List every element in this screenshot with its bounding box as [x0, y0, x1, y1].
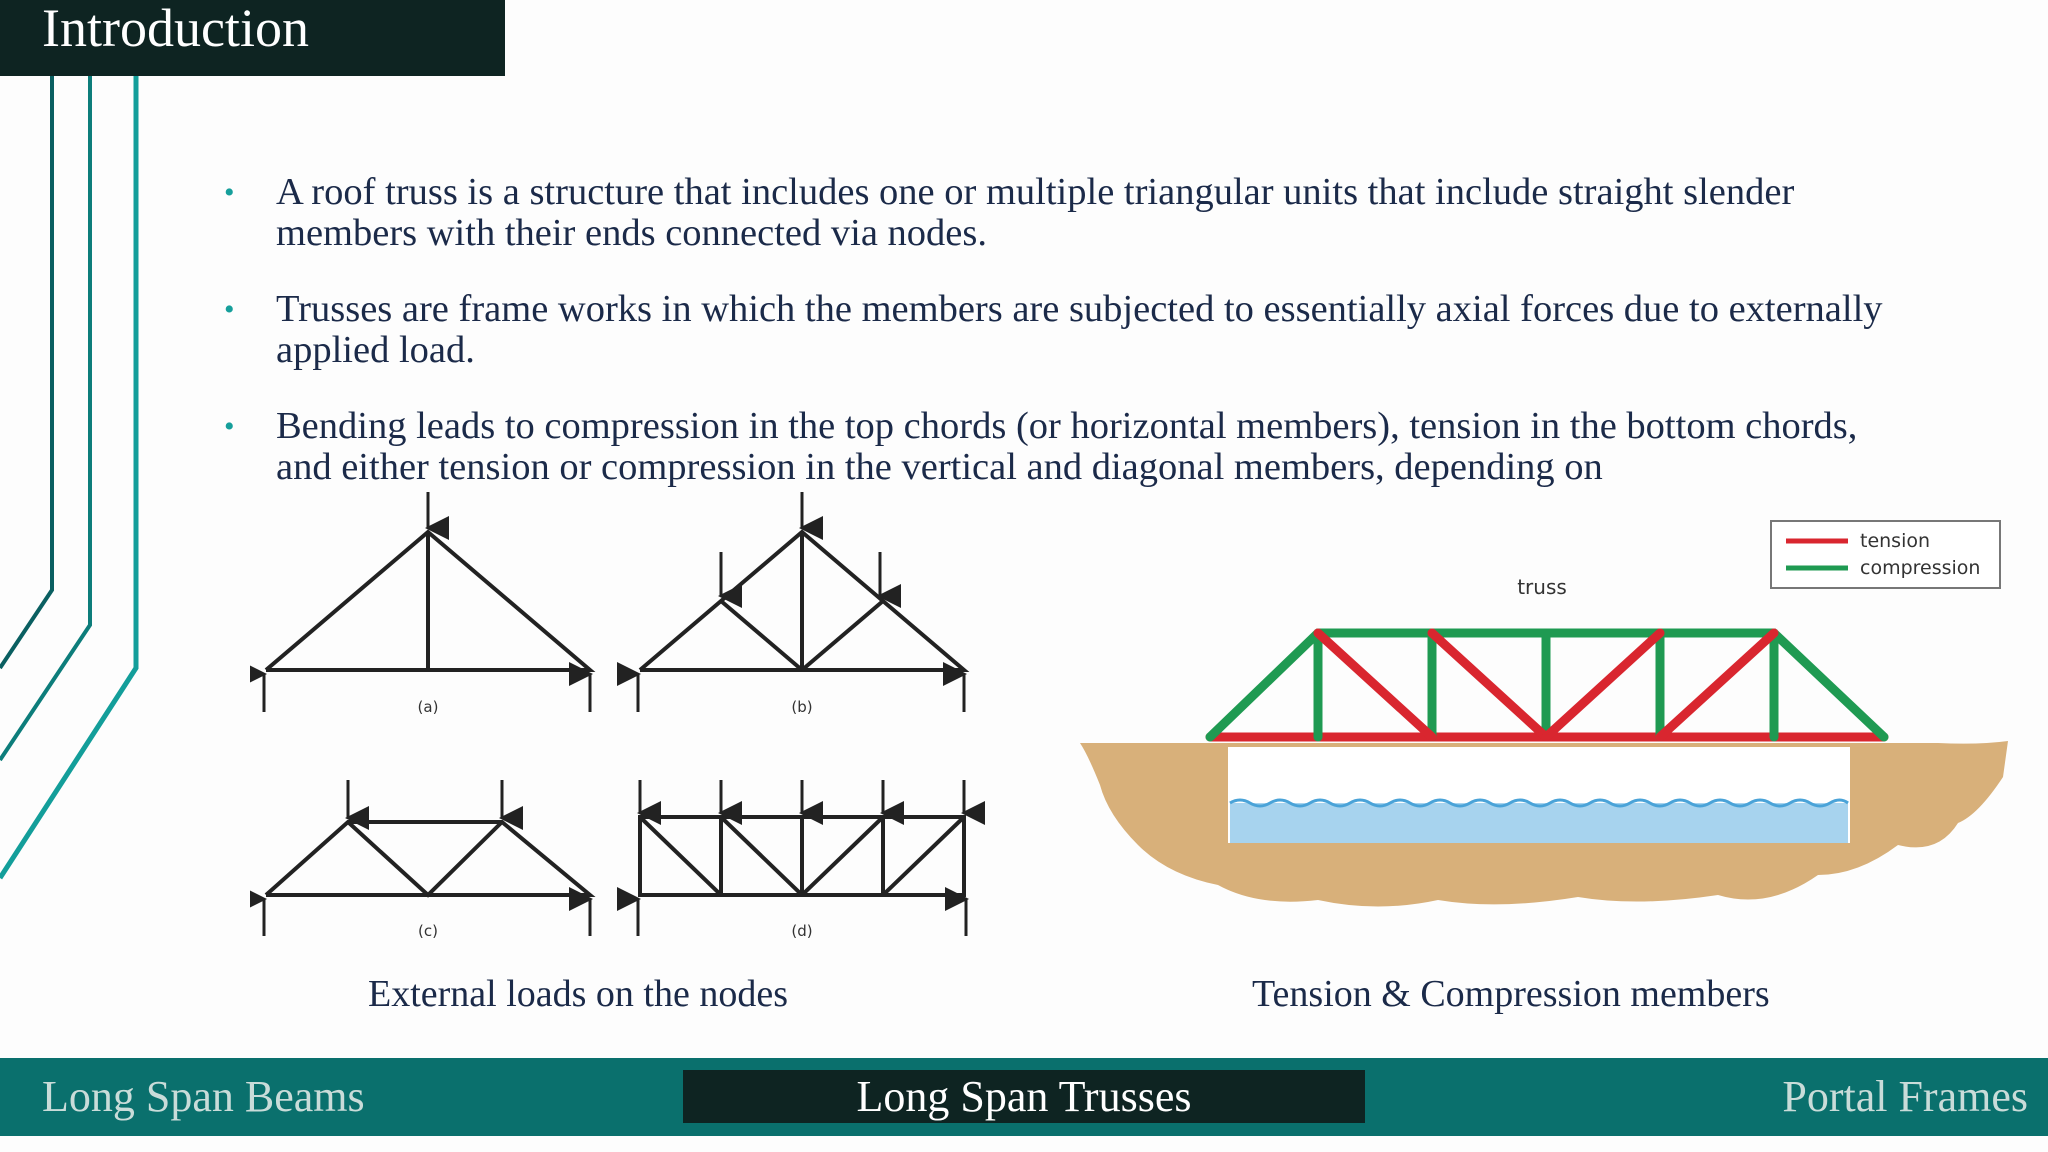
legend-compression: compression	[1860, 557, 1981, 579]
bullet-marker: •	[224, 293, 235, 326]
label-b: (b)	[791, 698, 813, 716]
truss-d	[638, 780, 966, 936]
decorative-lines	[0, 0, 160, 900]
footer-nav	[0, 1058, 2048, 1136]
legend-tension: tension	[1860, 530, 1931, 552]
legend	[1771, 521, 2000, 588]
truss-load-diagrams	[250, 490, 990, 950]
slide-title: Introduction	[0, 0, 505, 76]
water	[1230, 803, 1848, 843]
label-c: (c)	[418, 922, 438, 940]
nav-portal-frames[interactable]: Portal Frames	[1782, 1072, 2028, 1121]
truss-c	[264, 780, 590, 936]
bullet-item	[222, 406, 1922, 487]
bullet-text: A roof truss is a structure that includes one or multiple triangular units that include straight slender members with their ends connected via nodes.	[276, 172, 1795, 254]
bullet-item	[222, 172, 1922, 254]
bullet-text: Trusses are frame works in which the members are subjected to essentially axial forces due to externally applied load.	[276, 288, 1883, 371]
truss-a	[264, 492, 590, 712]
caption-right: Tension & Compression members	[1252, 973, 1770, 1015]
nav-long-span-trusses[interactable]: Long Span Trusses	[683, 1070, 1365, 1123]
truss-b	[638, 492, 964, 712]
label-d: (d)	[791, 922, 813, 940]
bullet-item	[222, 289, 1922, 371]
label-a: (a)	[417, 698, 439, 716]
bottom-strip	[0, 1136, 2048, 1152]
bullet-marker: •	[224, 176, 235, 209]
nav-long-span-beams[interactable]: Long Span Beams	[42, 1072, 365, 1121]
caption-left: External loads on the nodes	[368, 973, 789, 1015]
bullet-list	[222, 172, 1922, 487]
truss-label: truss	[1517, 575, 1567, 599]
bullet-marker: •	[224, 410, 235, 443]
bullet-text: Bending leads to compression in the top chords (or horizontal members), tension in the bottom chords, and either tension or compression in the vertical and diagonal members, depending on	[276, 405, 1858, 487]
bridge-truss-diagram	[1078, 515, 2018, 915]
